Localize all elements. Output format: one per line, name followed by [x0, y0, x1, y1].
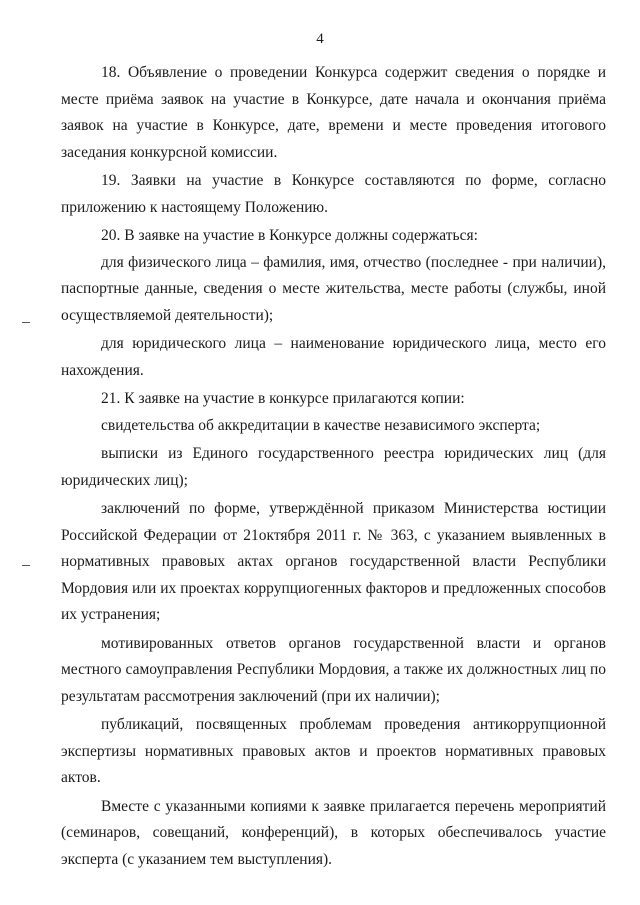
paragraph-21-responses: мотивированных ответов органов государственной власти и органов местного самоуправления Республики Мордовия, а также их должностных лиц по результатам рассмотрения заключений (при их наличии); — [61, 634, 606, 705]
paragraph-21: 21. К заявке на участие в конкурсе прилагаются копии: — [101, 390, 465, 407]
paragraph-20: 20. В заявке на участие в Конкурсе должны содержаться: — [101, 227, 478, 244]
paragraph-18: 18. Объявление о проведении Конкурса содержит сведения о порядке и месте приёма заявок на участие в Конкурсе, дате начала и окончания приёма заявок на участие в Конкурсе, дате, времени и месте проведения итогового заседания конкурсной комиссии. — [61, 64, 606, 161]
paragraph-21-publications: публикаций, посвященных проблемам проведения антикоррупционной экспертизы нормативных правовых актов и проектов нормативных правовых актов. — [61, 716, 606, 786]
paragraph-19: 19. Заявки на участие в Конкурсе составляются по форме, согласно приложению к настоящему Положению. — [61, 172, 606, 216]
paragraph-20-individual: для физического лица – фамилия, имя, отчество (последнее - при наличии), паспортные данные, сведения о месте жительства, месте работы (службы, иной осуществляемой деятельности); — [61, 253, 606, 324]
page-number: 4 — [316, 31, 324, 47]
paragraph-21-conclusions: заключений по форме, утверждённой приказом Министерства юстиции Российской Федерации от 21октября 2011 г. № 363, с указанием выявленных в нормативных правовых актах органов государственной власти Республики Мордовия или их проектах коррупциогенных факторов и предложенных способов их устранения; — [61, 500, 606, 623]
scan-mark — [22, 322, 30, 323]
paragraph-events-list: Вместе с указанными копиями к заявке прилагается перечень мероприятий (семинаров, совещаний, конференций), в которых обеспечивалось участие эксперта (с указанием тем выступления). — [61, 797, 606, 868]
paragraph-20-legal-entity: для юридического лица – наименование юридического лица, место его нахождения. — [61, 335, 606, 379]
document-body — [61, 60, 606, 873]
paragraph-21-registry-extract: выписки из Единого государственного реестра юридических лиц (для юридических лиц); — [61, 445, 606, 489]
scan-mark — [22, 565, 30, 566]
paragraph-21-accreditation: свидетельства об аккредитации в качестве независимого эксперта; — [101, 416, 541, 434]
